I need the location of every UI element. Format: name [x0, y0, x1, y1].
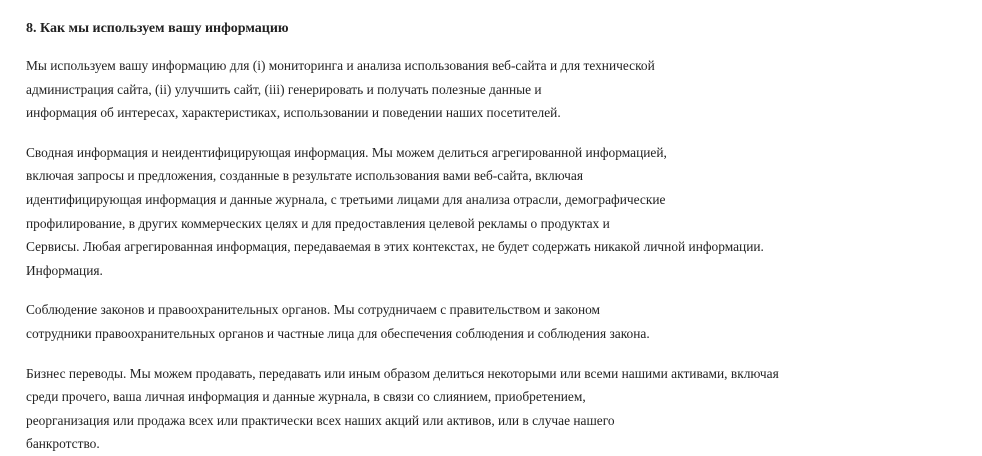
- paragraph-line: включая запросы и предложения, созданные в результате использования вами веб-сайта, включая: [26, 168, 583, 184]
- paragraph-line: сотрудники правоохранительных органов и частные лица для обеспечения соблюдения и соблюдения закона.: [26, 325, 650, 341]
- paragraph-line: Сервисы. Любая агрегированная информация, передаваемая в этих контекстах, не будет содержать никакой личной информации.: [26, 239, 764, 255]
- paragraph-line: Сводная информация и неидентифицирующая информация. Мы можем делиться агрегированной информацией,: [26, 144, 667, 160]
- paragraph-line: администрация сайта, (ii) улучшить сайт, (iii) генерировать и получать полезные данные и: [26, 81, 542, 97]
- paragraph-line: профилирование, в других коммерческих целях и для предоставления целевой рекламы о продуктах и: [26, 215, 610, 231]
- paragraph-line: Мы используем вашу информацию для (i) мониторинга и анализа использования веб-сайта и для технической: [26, 58, 655, 73]
- paragraph-line: информация об интересах, характеристиках, использовании и поведении наших посетителей.: [26, 105, 561, 121]
- paragraph-line: Бизнес переводы. Мы можем продавать, передавать или иным образом делиться некоторыми или всеми нашими активами, включая: [26, 365, 779, 381]
- paragraph-business-transfers: [26, 362, 982, 456]
- paragraph-aggregate-info: [26, 141, 982, 283]
- paragraph-usage: [26, 54, 982, 125]
- paragraph-line: идентифицирующая информация и данные журнала, с третьими лицами для анализа отрасли, демографические: [26, 191, 666, 207]
- paragraph-line: банкротство.: [26, 436, 100, 452]
- paragraph-line: среди прочего, ваша личная информация и данные журнала, в связи со слиянием, приобретением,: [26, 389, 586, 405]
- section-heading: 8. Как мы используем вашу информацию: [26, 21, 289, 36]
- paragraph-line: реорганизация или продажа всех или практически всех наших акций или активов, или в случае нашего: [26, 412, 615, 428]
- paragraph-law-compliance: [26, 298, 982, 345]
- paragraph-line: Соблюдение законов и правоохранительных органов. Мы сотрудничаем с правительством и законом: [26, 302, 601, 318]
- paragraph-line: Информация.: [26, 262, 103, 278]
